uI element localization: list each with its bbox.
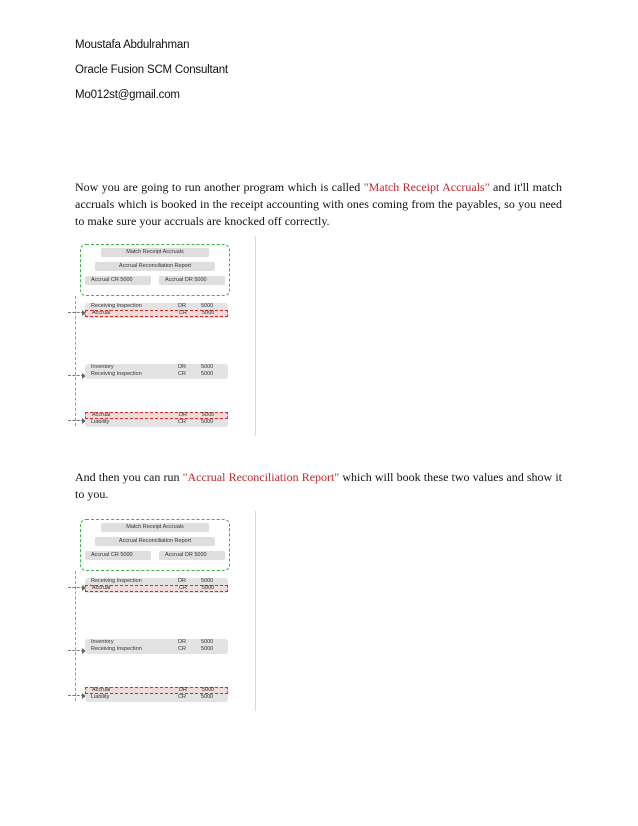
highlighted-program-name: "Match Receipt Accruals" xyxy=(363,180,490,194)
box-subtitle: Accrual Reconciliation Report xyxy=(95,537,215,546)
journal-entry-2: Inventory DR 5000 Receiving Inspection CR 5000 xyxy=(85,639,228,654)
journal-entry-2: Inventory DR 5000 Receiving Inspection CR 5000 xyxy=(85,364,228,379)
box-accrual-cr: Accrual CR 5000 xyxy=(85,276,151,285)
reconciliation-box xyxy=(80,244,230,296)
arrow-icon xyxy=(68,650,84,652)
paragraph-match-receipt-accruals xyxy=(75,179,562,230)
journal-entry-3: Accrual DR 5000 Liability CR 5000 xyxy=(85,412,228,427)
reconciliation-box xyxy=(80,519,230,571)
accounting-diagram-1 xyxy=(66,236,262,436)
flow-connector xyxy=(75,296,76,426)
box-accrual-cr: Accrual CR 5000 xyxy=(85,551,151,560)
box-accrual-dr: Accrual DR 5000 xyxy=(159,276,225,285)
paragraph-accrual-reconciliation xyxy=(75,469,562,503)
author-name: Moustafa Abdulrahman xyxy=(75,39,190,51)
box-subtitle: Accrual Reconciliation Report xyxy=(95,262,215,271)
author-title: Oracle Fusion SCM Consultant xyxy=(75,64,228,76)
arrow-icon xyxy=(68,695,84,697)
journal-entry-3: Accrual DR 5000 Liability CR 5000 xyxy=(85,687,228,702)
accounting-diagram-2 xyxy=(66,511,262,711)
journal-entry-1: Receiving Inspection DR 5000 Accrual CR 5000 xyxy=(85,578,228,593)
arrow-icon xyxy=(68,312,84,314)
flow-connector xyxy=(75,571,76,701)
author-email: Mo012st@gmail.com xyxy=(75,89,180,101)
paragraph-text: And then you can run xyxy=(75,470,183,484)
paragraph-text: Now you are going to run another program which is called xyxy=(75,180,364,194)
arrow-icon xyxy=(68,375,84,377)
box-title: Match Receipt Accruals xyxy=(101,523,209,532)
highlighted-report-name: "Accrual Reconciliation Report" xyxy=(182,470,340,484)
box-title: Match Receipt Accruals xyxy=(101,248,209,257)
divider-line xyxy=(255,511,256,711)
box-accrual-dr: Accrual DR 5000 xyxy=(159,551,225,560)
paragraph-text: which will book these two values and show it to you. xyxy=(75,470,562,501)
arrow-icon xyxy=(68,420,84,422)
paragraph-text: and it'll match accruals which is booked in the receipt accounting with ones coming from the payables, so you need to make sure your accruals are knocked off correctly. xyxy=(75,180,562,228)
journal-entry-1: Receiving Inspection DR 5000 Accrual CR 5000 xyxy=(85,303,228,318)
arrow-icon xyxy=(68,587,84,589)
divider-line xyxy=(255,236,256,436)
